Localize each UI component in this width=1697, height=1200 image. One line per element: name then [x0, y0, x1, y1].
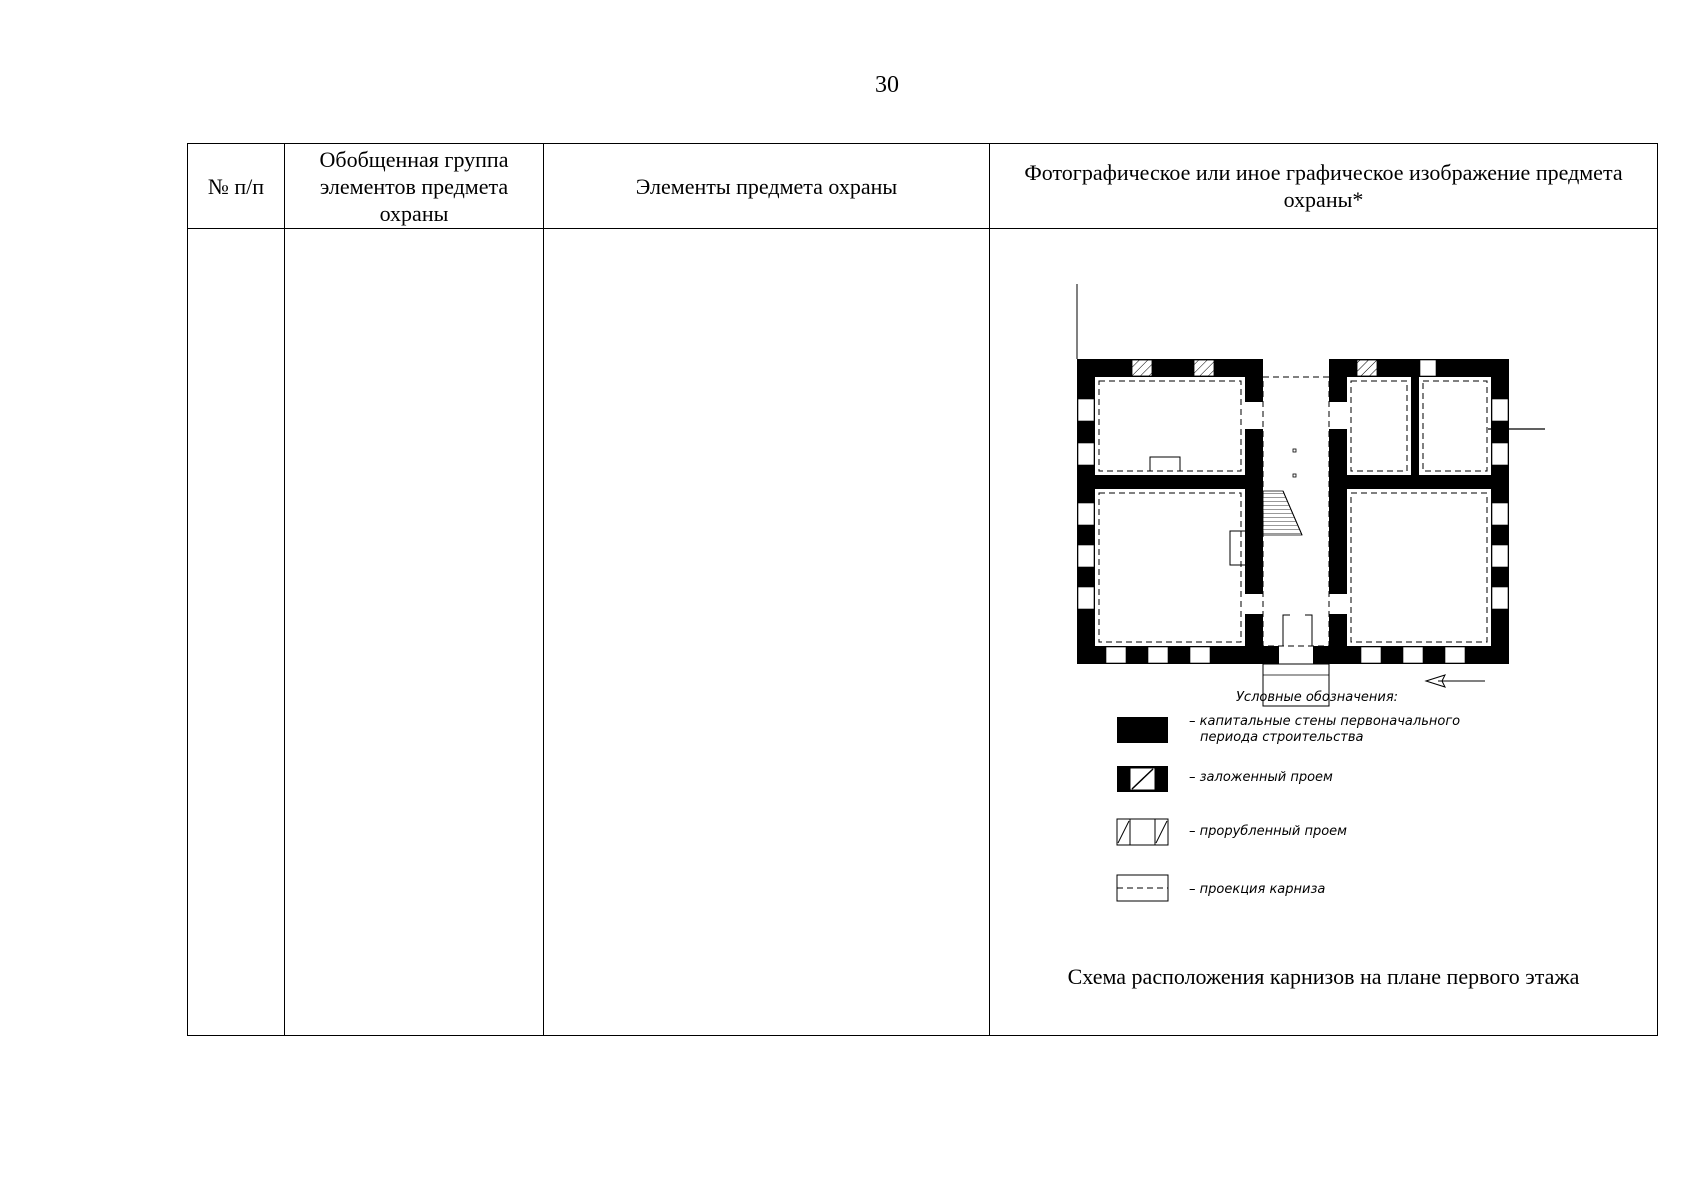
plan-legend: [1117, 690, 1460, 901]
legend-cornice-symbol: [1117, 875, 1168, 901]
header-elements: Элементы предмета охраны: [544, 144, 990, 229]
table-header-row: [188, 144, 1658, 229]
header-number: № п/п: [188, 144, 285, 229]
header-group: Обобщенная группа элементов предмета охраны: [285, 144, 544, 229]
page-number: 30: [875, 72, 899, 98]
legend-bricked-opening-symbol: [1117, 766, 1168, 792]
legend-item-3: – прорубленный проем: [1189, 824, 1347, 839]
legend-item-4: – проекция карниза: [1189, 882, 1326, 897]
floor-plan-drawing: [990, 229, 1655, 1037]
legend-cut-opening-symbol: [1117, 819, 1168, 845]
header-image: Фотографическое или иное графическое изображение предмета охраны*: [990, 144, 1658, 229]
figure-caption: Схема расположения карнизов на плане первого этажа: [1067, 964, 1580, 989]
legend-title: Условные обозначения:: [1236, 690, 1399, 705]
cell-group: [285, 229, 544, 1036]
legend-item-1-line2: периода строительства: [1200, 730, 1364, 745]
legend-item-1-line1: – капитальные стены первоначального: [1189, 714, 1461, 729]
building-plan: [1077, 284, 1545, 706]
cell-elements: [544, 229, 990, 1036]
cell-number: [188, 229, 285, 1036]
table-row: [188, 229, 1658, 1036]
legend-item-2: – заложенный проем: [1189, 770, 1333, 785]
cell-image: [990, 229, 1658, 1036]
protection-table: [187, 143, 1658, 1036]
legend-solid-wall-symbol: [1117, 717, 1168, 743]
